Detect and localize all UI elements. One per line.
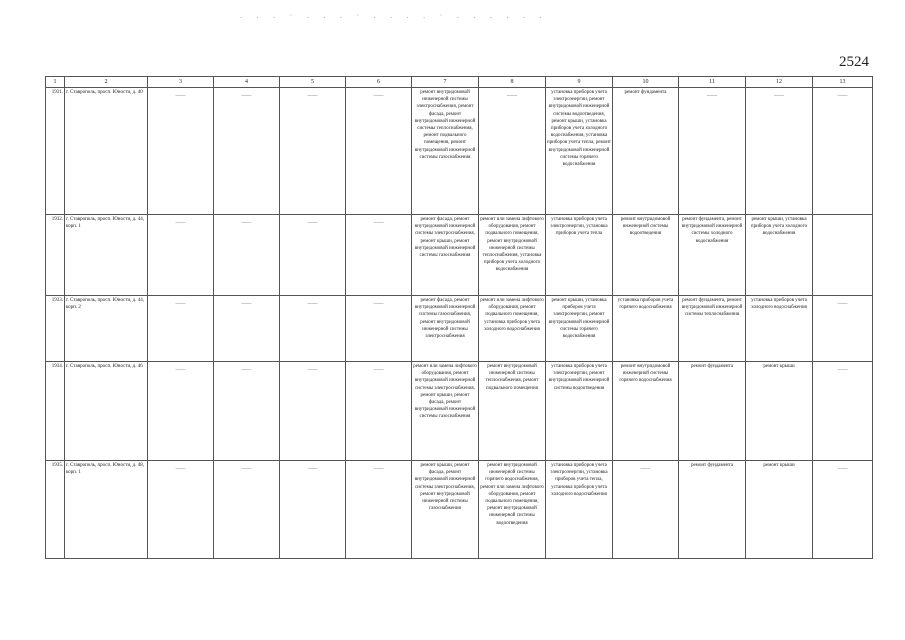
cell-col9: установка приборов учета электроэнергии, установка приборов учета тепла, установка приборов учета холодного водоснабжения	[546, 461, 613, 559]
cell-col9: установка приборов учета электроэнергии, ремонт внутридомовой инженерной системы водоотведения, ремонт крыши, установка приборов учета холодного водоснабжения, установка приборов учета тепла, ремонт внутридомовой инженерной системы горячего водоснабжения	[546, 88, 613, 215]
row-number: 1935.	[46, 461, 65, 559]
repair-schedule-table	[45, 76, 873, 559]
cell-col6: ——	[346, 362, 412, 461]
row-number: 1931.	[46, 88, 65, 215]
cell-col12: ремонт крыши	[746, 362, 813, 461]
col-header: 1	[46, 77, 65, 88]
cell-col9: установка приборов учета электроэнергии, ремонт внутридомовой инженерной системы водоотведения	[546, 362, 613, 461]
col-header: 8	[479, 77, 546, 88]
col-header: 10	[613, 77, 679, 88]
col-header: 12	[746, 77, 813, 88]
col-header: 6	[346, 77, 412, 88]
cell-col12: ремонт крыши	[746, 461, 813, 559]
cell-col9: ремонт крыши, установка приборов учета электроэнергии, ремонт внутридомовой инженерной системы горячего водоснабжения	[546, 296, 613, 362]
cell-col8: ремонт внутридомовой инженерной системы горячего водоснабжения, ремонт или замена лифтового оборудования, ремонт подвального помещения, ремонт внутридомовой инженерной системы водоотведения	[479, 461, 546, 559]
cell-col12: ——	[746, 88, 813, 215]
cell-col5: ——	[280, 88, 346, 215]
cell-col8: ——	[479, 88, 546, 215]
row-address: г. Ставрополь, просп. Юности, д. 44, корп. 2	[65, 296, 148, 362]
row-number: 1934.	[46, 362, 65, 461]
cell-col7: ремонт внутридомовой инженерной системы электроснабжения, ремонт фасада, ремонт внутридомовой инженерной системы теплоснабжения, ремонт подвального помещения, ремонт внутридомовой инженерной системы газоснабжения	[412, 88, 479, 215]
cell-col11: ремонт фундамента	[679, 362, 746, 461]
cell-col5: ——	[280, 362, 346, 461]
row-address: г. Ставрополь, просп. Юности, д. 44, корп. 1	[65, 215, 148, 296]
col-header: 4	[214, 77, 280, 88]
cell-col3: ——	[148, 88, 214, 215]
cell-col6: ——	[346, 215, 412, 296]
col-header: 2	[65, 77, 148, 88]
cell-col13: ——	[813, 88, 873, 215]
cell-col8: ремонт или замена лифтового оборудования, ремонт подвального помещения, ремонт внутридомовой инженерной системы теплоснабжения, установка приборов учета холодного водоснабжения	[479, 215, 546, 296]
cell-col11: ремонт фундамента	[679, 461, 746, 559]
cell-col6: ——	[346, 88, 412, 215]
cell-col3: ——	[148, 362, 214, 461]
cell-col3: ——	[148, 296, 214, 362]
cell-col4: ——	[214, 461, 280, 559]
table-row	[46, 461, 873, 559]
cell-col13: ——	[813, 296, 873, 362]
col-header: 9	[546, 77, 613, 88]
cell-col9: установка приборов учета электроэнергии, установка приборов учета тепла	[546, 215, 613, 296]
cell-col13	[813, 215, 873, 296]
cell-col12: установка приборов учета холодного водоснабжения	[746, 296, 813, 362]
cell-col13: ——	[813, 362, 873, 461]
cell-col3: ——	[148, 215, 214, 296]
table-row	[46, 296, 873, 362]
cell-col4: ——	[214, 362, 280, 461]
row-address: г. Ставрополь, просп. Юности, д. 48, корп. 1	[65, 461, 148, 559]
row-address: г. Ставрополь, просп. Юности, д. 40	[65, 88, 148, 215]
row-address: г. Ставрополь, просп. Юности, д. 46	[65, 362, 148, 461]
row-number: 1933.	[46, 296, 65, 362]
column-number-row	[46, 77, 873, 88]
cell-col6: ——	[346, 461, 412, 559]
col-header: 5	[280, 77, 346, 88]
table-row	[46, 362, 873, 461]
cell-col11: ремонт фундамента, ремонт внутридомовой инженерной системы теплоснабжения	[679, 296, 746, 362]
cell-col3: ——	[148, 461, 214, 559]
cell-col4: ——	[214, 296, 280, 362]
table-row	[46, 215, 873, 296]
cell-col4: ——	[214, 88, 280, 215]
cell-col8: ремонт внутридомовой инженерной системы теплоснабжения, ремонт подвального помещения	[479, 362, 546, 461]
table-row	[46, 88, 873, 215]
cell-col5: ——	[280, 215, 346, 296]
col-header: 7	[412, 77, 479, 88]
col-header: 3	[148, 77, 214, 88]
cell-col11: ремонт фундамента, ремонт внутридомовой инженерной системы холодного водоснабжения	[679, 215, 746, 296]
cell-col6: ——	[346, 296, 412, 362]
cell-col7: ремонт или замена лифтового оборудования, ремонт внутридомовой инженерной системы электроснабжения, ремонт крыши, ремонт фасада, ремонт внутридомовой инженерной системы газоснабжения	[412, 362, 479, 461]
cell-col5: ——	[280, 461, 346, 559]
col-header: 13	[813, 77, 873, 88]
cell-col7: ремонт фасада, ремонт внутридомовой инженерной системы электроснабжения, ремонт крыши, ремонт внутридомовой инженерной системы газоснабжения	[412, 215, 479, 296]
scan-noise: . . . · . . . · . . . . · . . . . . .	[240, 10, 548, 20]
page-number: 2524	[839, 54, 869, 70]
cell-col5: ——	[280, 296, 346, 362]
cell-col7: ремонт крыши, ремонт фасада, ремонт внутридомовой инженерной системы электроснабжения, ремонт внутридомовой инженерной системы газоснабжения	[412, 461, 479, 559]
col-header: 11	[679, 77, 746, 88]
cell-col10: ремонт внутридомовой инженерной системы водоотведения	[613, 215, 679, 296]
cell-col13: ——	[813, 461, 873, 559]
cell-col10: ремонт фундамента	[613, 88, 679, 215]
cell-col12: ремонт крыши, установка приборов учета холодного водоснабжения	[746, 215, 813, 296]
cell-col10: ——	[613, 461, 679, 559]
cell-col7: ремонт фасада, ремонт внутридомовой инженерной системы газоснабжения, ремонт внутридомовой инженерной системы электроснабжения	[412, 296, 479, 362]
cell-col11: ——	[679, 88, 746, 215]
cell-col10: установка приборов учета горячего водоснабжения	[613, 296, 679, 362]
cell-col4: ——	[214, 215, 280, 296]
cell-col10: ремонт внутридомовой инженерной системы горячего водоснабжения	[613, 362, 679, 461]
cell-col8: ремонт или замена лифтового оборудования, ремонт подвального помещения, установка приборов учета холодного водоснабжения	[479, 296, 546, 362]
row-number: 1932.	[46, 215, 65, 296]
